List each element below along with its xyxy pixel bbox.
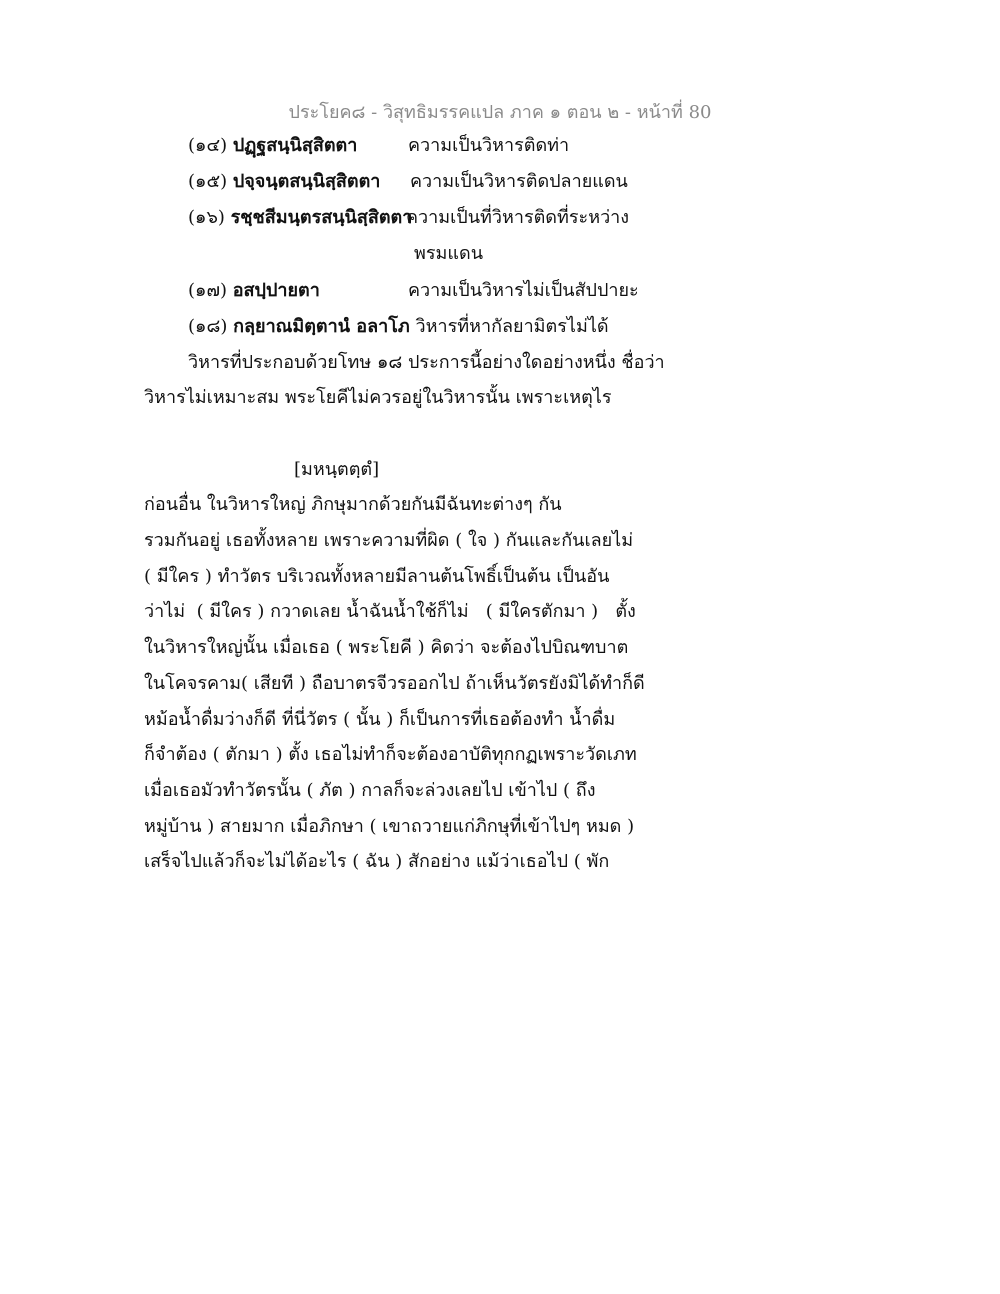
item-term: กลฺยาณมิตฺตานํ อลาโภ bbox=[233, 316, 410, 337]
list-item-15 bbox=[188, 170, 380, 194]
page-header: ประโยค๘ - วิสุทธิมรรคแปล ภาค ๑ ตอน ๒ - หน้าที่ 80 bbox=[288, 102, 712, 123]
body-line: ก็จำต้อง ( ตักมา ) ตั้ง เธอไม่ทำก็จะต้องอาบัติทุกกฏเพราะวัดเภท bbox=[144, 744, 637, 765]
item-meaning-18: วิหารที่หากัลยามิตรไม่ได้ bbox=[415, 316, 609, 337]
body-line: เมื่อเธอมัวทำวัตรนั้น ( ภัต ) กาลก็จะล่วงเลยไป เข้าไป ( ถึง bbox=[144, 780, 596, 801]
summary-line-1: วิหารที่ประกอบด้วยโทษ ๑๘ ประการนี้อย่างใดอย่างหนึ่ง ชื่อว่า bbox=[188, 352, 665, 373]
item-number: (๑๗) bbox=[188, 280, 228, 301]
item-term: รชฺชสีมนฺตรสนฺนิสฺสิตตา bbox=[230, 207, 413, 228]
body-line: ( มีใคร ) ทำวัตร บริเวณทั้งหลายมีลานต้นโพธิ์เป็นต้น เป็นอัน bbox=[144, 566, 610, 587]
body-line: ในโคจรคาม( เสียที ) ถือบาตรจีวรออกไป ถ้าเห็นวัตรยังมิได้ทำก็ดี bbox=[144, 673, 645, 694]
item-term: ปฏฺฐสนฺนิสฺสิตตา bbox=[232, 135, 358, 156]
item-meaning-16-continuation: พรมแดน bbox=[414, 243, 483, 264]
item-term: อสปฺปายตา bbox=[232, 280, 320, 301]
body-line: รวมกันอยู่ เธอทั้งหลาย เพราะความที่ผิด ( ใจ ) กันและกันเลยไม่ bbox=[144, 530, 634, 551]
item-number: (๑๔) bbox=[188, 135, 228, 156]
body-line: เสร็จไปแล้วก็จะไม่ได้อะไร ( ฉัน ) สักอย่าง แม้ว่าเธอไป ( พัก bbox=[144, 851, 610, 872]
list-item-18 bbox=[188, 315, 609, 339]
list-item-14 bbox=[188, 134, 357, 158]
item-number: (๑๖) bbox=[188, 207, 225, 228]
item-meaning-14: ความเป็นวิหารติดท่า bbox=[408, 135, 570, 156]
body-line: ว่าไม่ ( มีใคร ) กวาดเลย น้ำฉันน้ำใช้ก็ไม่ ( มีใครตักมา ) ตั้ง bbox=[144, 601, 636, 622]
summary-line-2: วิหารไม่เหมาะสม พระโยคีไม่ควรอยู่ในวิหารนั้น เพราะเหตุไร bbox=[144, 387, 612, 408]
section-title: [มหนฺตตฺตํ] bbox=[294, 459, 380, 480]
body-line: ในวิหารใหญ่นั้น เมื่อเธอ ( พระโยคี ) คิดว่า จะต้องไปบิณฑบาต bbox=[144, 637, 629, 658]
list-item-17 bbox=[188, 279, 320, 303]
list-item-16 bbox=[188, 206, 412, 230]
body-line: ก่อนอื่น ในวิหารใหญ่ ภิกษุมากด้วยกันมีฉันทะต่างๆ กัน bbox=[144, 494, 562, 515]
body-line: หมู่บ้าน ) สายมาก เมื่อภิกษา ( เขาถวายแก่ภิกษุที่เข้าไปๆ หมด ) bbox=[144, 816, 635, 837]
body-line: หม้อน้ำดื่มว่างก็ดี ที่นี่วัตร ( นั้น ) ก็เป็นการที่เธอต้องทำ น้ำดื่ม bbox=[144, 709, 616, 730]
item-term: ปจฺจนฺตสนฺนิสฺสิตตา bbox=[232, 171, 381, 192]
item-number: (๑๕) bbox=[188, 171, 228, 192]
item-number: (๑๘) bbox=[188, 316, 228, 337]
item-meaning-15: ความเป็นวิหารติดปลายแดน bbox=[410, 171, 628, 192]
item-meaning-17: ความเป็นวิหารไม่เป็นสัปปายะ bbox=[408, 280, 639, 301]
item-meaning-16: ความเป็นที่วิหารติดที่ระหว่าง bbox=[406, 207, 630, 228]
